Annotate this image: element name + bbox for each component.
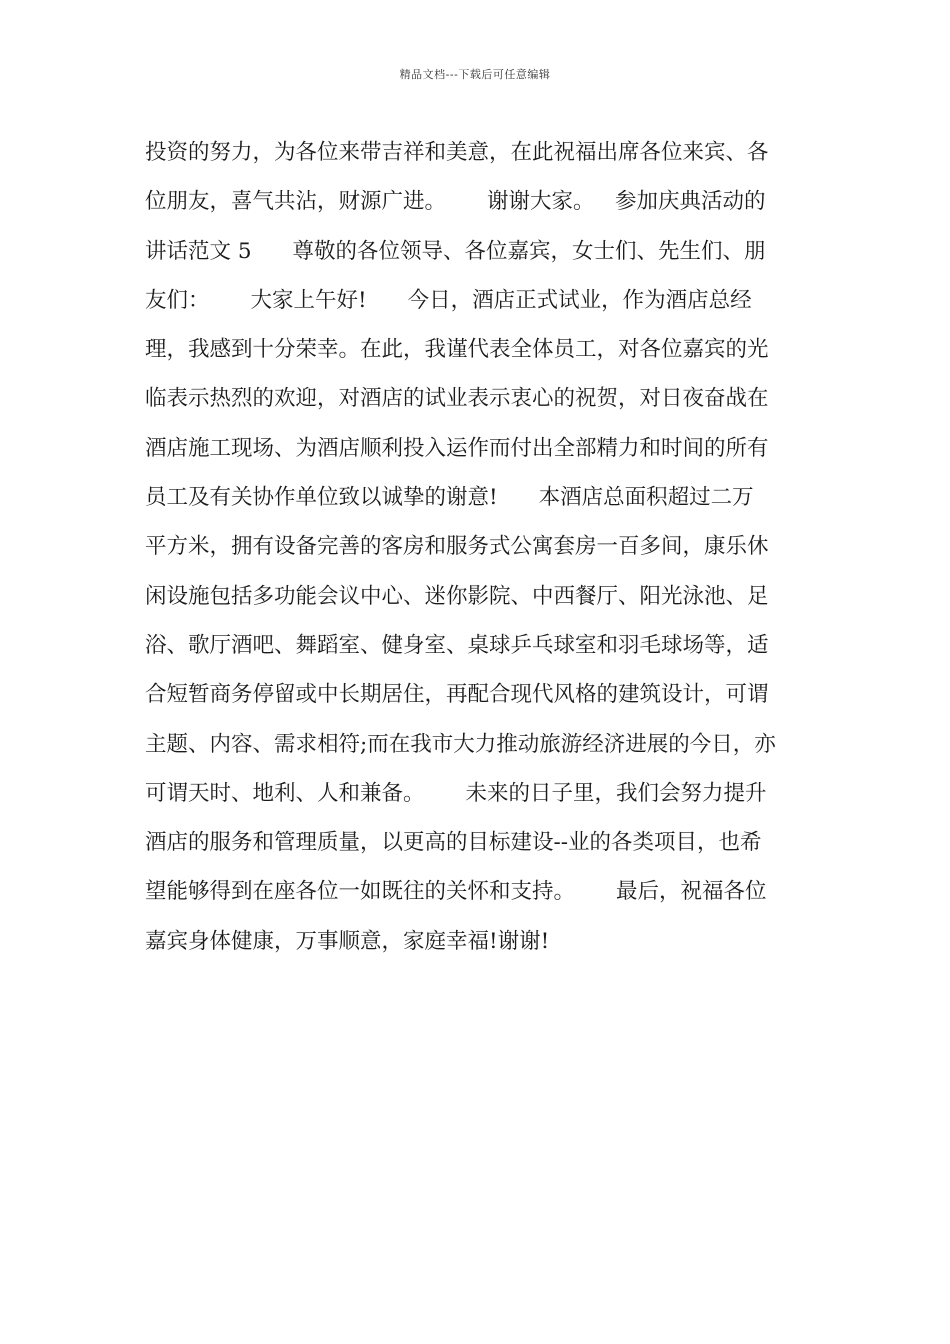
text-line-1: 投资的努力，为各位来带吉祥和美意，在此祝福出席各位来宾、各 [145,140,769,165]
text-line-15: 酒店的服务和管理质量，以更高的目标建设--业的各类项目，也希 [145,830,762,856]
page-header: 精品文档---下载后可任意编辑 [399,68,551,81]
text-line-2: 位朋友，喜气共沾，财源广进。 谢谢大家。 参加庆典活动的 [145,189,766,215]
text-line-7: 酒店施工现场、为酒店顺利投入运作而付出全部精力和时间的所有 [145,435,769,461]
text-line-11: 浴、歌厅酒吧、舞蹈室、健身室、桌球乒乓球室和羽毛球场等，适 [145,632,769,658]
text-line-3: 讲话范文 5 尊敬的各位领导、各位嘉宾，女士们、先生们、朋 [145,238,766,264]
text-line-12: 合短暂商务停留或中长期居住，再配合现代风格的建筑设计，可谓 [145,682,769,708]
text-line-16: 望能够得到在座各位一如既往的关怀和支持。 最后，祝福各位 [145,879,767,905]
text-line-8: 员工及有关协作单位致以诚挚的谢意! 本酒店总面积超过二万 [145,485,754,511]
text-line-10: 闲设施包括多功能会议中心、迷你影院、中西餐厅、阳光泳池、足 [145,583,769,609]
text-line-6: 临表示热烈的欢迎，对酒店的试业表示衷心的祝贺，对日夜奋战在 [145,386,769,412]
text-line-17: 嘉宾身体健康，万事顺意，家庭幸福!谢谢! [145,928,550,954]
text-line-9: 平方米，拥有设备完善的客房和服务式公寓套房一百多间，康乐休 [145,534,769,560]
document-body [145,130,805,968]
text-line-13: 主题、内容、需求相符;而在我市大力推动旅游经济进展的今日，亦 [145,731,776,757]
text-line-5: 理，我感到十分荣幸。在此，我谨代表全体员工，对各位嘉宾的光 [145,337,769,363]
text-line-14: 可谓天时、地利、人和兼备。 未来的日子里，我们会努力提升 [145,780,767,806]
text-line-4: 友们： 大家上午好! 今日，酒店正式试业，作为酒店总经 [145,287,752,313]
